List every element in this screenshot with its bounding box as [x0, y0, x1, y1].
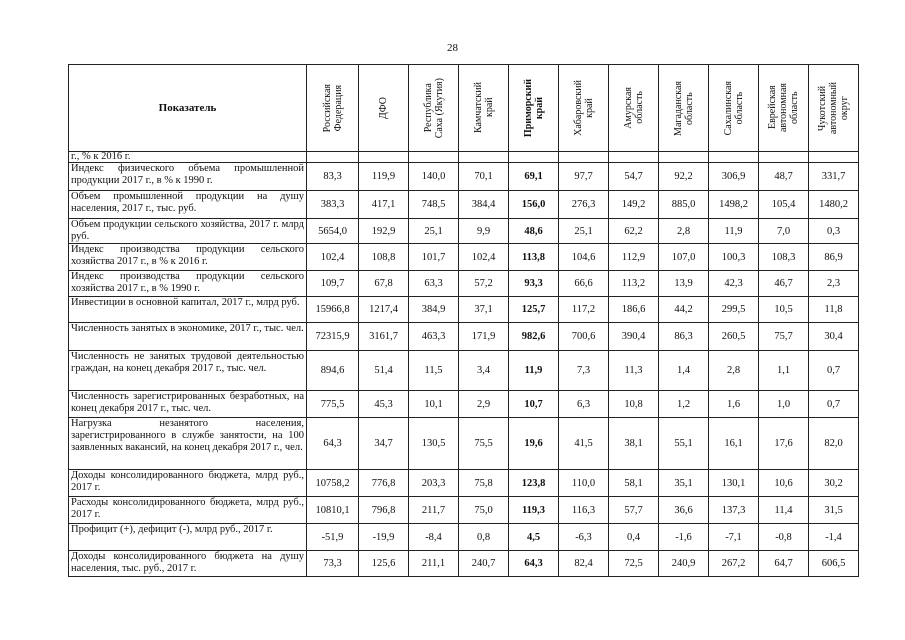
- table-cell: 116,3: [559, 497, 609, 524]
- table-cell: 1,2: [659, 391, 709, 418]
- table-cell: 299,5: [709, 297, 759, 323]
- table-cell: [459, 152, 509, 163]
- table-cell: 46,7: [759, 271, 809, 297]
- table-cell: 16,1: [709, 418, 759, 470]
- table-cell: 125,6: [359, 551, 409, 577]
- table-cell: 885,0: [659, 191, 709, 219]
- table-cell: 137,3: [709, 497, 759, 524]
- table-cell: 11,9: [509, 351, 559, 391]
- table-row: [69, 271, 859, 297]
- row-label: Индекс производства продукции сельского хозяйства 2017 г., в % к 2016 г.: [69, 244, 307, 271]
- table-cell: -8,4: [409, 524, 459, 551]
- row-label: Численность не занятых трудовой деятельностью граждан, на конец декабря 2017 г., тыс. чел.: [69, 351, 307, 391]
- table-cell: 10,7: [509, 391, 559, 418]
- table-cell: 25,1: [409, 219, 459, 244]
- indicators-table: [68, 64, 859, 577]
- table-cell: 240,9: [659, 551, 709, 577]
- table-cell: 123,8: [509, 470, 559, 497]
- table-cell: 0,8: [459, 524, 509, 551]
- row-label: Численность занятых в экономике, 2017 г., тыс. чел.: [69, 323, 307, 351]
- table-cell: 894,6: [307, 351, 359, 391]
- table-cell: 62,2: [609, 219, 659, 244]
- table-row: [69, 191, 859, 219]
- region-name: Сахалинская область: [722, 80, 745, 136]
- table-cell: 64,3: [509, 551, 559, 577]
- table-cell: 186,6: [609, 297, 659, 323]
- table-cell: 75,8: [459, 470, 509, 497]
- row-label: Объем промышленной продукции на душу населения, 2017 г., тыс. руб.: [69, 191, 307, 219]
- table-cell: [809, 152, 859, 163]
- table-cell: [609, 152, 659, 163]
- table-cell: 45,3: [359, 391, 409, 418]
- table-cell: 31,5: [809, 497, 859, 524]
- table-cell: 2,8: [659, 219, 709, 244]
- table-cell: 34,7: [359, 418, 409, 470]
- table-cell: 48,6: [509, 219, 559, 244]
- region-name: Хабаровский край: [572, 80, 595, 136]
- table-cell: 73,3: [307, 551, 359, 577]
- page-number: 28: [447, 42, 458, 54]
- table-cell: 982,6: [509, 323, 559, 351]
- table-cell: -51,9: [307, 524, 359, 551]
- table-cell: 108,3: [759, 244, 809, 271]
- continuation-row: [69, 152, 859, 163]
- table-cell: 58,1: [609, 470, 659, 497]
- region-name: ДФО: [378, 96, 389, 120]
- table-cell: 5654,0: [307, 219, 359, 244]
- table-cell: 3,4: [459, 351, 509, 391]
- table-cell: 11,3: [609, 351, 659, 391]
- table-cell: 796,8: [359, 497, 409, 524]
- table-cell: [307, 152, 359, 163]
- table-cell: 1,6: [709, 391, 759, 418]
- row-label: Расходы консолидированного бюджета, млрд руб., 2017 г.: [69, 497, 307, 524]
- table-cell: 748,5: [409, 191, 459, 219]
- table-cell: 41,5: [559, 418, 609, 470]
- table-cell: 92,2: [659, 163, 709, 191]
- table-cell: 51,4: [359, 351, 409, 391]
- table-cell: 19,6: [509, 418, 559, 470]
- table-cell: 75,0: [459, 497, 509, 524]
- table-cell: 10,1: [409, 391, 459, 418]
- table-cell: 2,8: [709, 351, 759, 391]
- row-label: Численность зарегистрированных безработных, на конец декабря 2017 г., тыс. чел.: [69, 391, 307, 418]
- indicator-column-header: Показатель: [69, 65, 307, 152]
- table-cell: 276,3: [559, 191, 609, 219]
- row-label: Доходы консолидированного бюджета, млрд руб., 2017 г.: [69, 470, 307, 497]
- table-cell: 13,9: [659, 271, 709, 297]
- table-cell: 44,2: [659, 297, 709, 323]
- table-cell: 17,6: [759, 418, 809, 470]
- table-cell: 37,1: [459, 297, 509, 323]
- table-cell: 55,1: [659, 418, 709, 470]
- table-cell: 83,3: [307, 163, 359, 191]
- table-header-row: [69, 65, 859, 152]
- region-name: Республика Саха (Якутия): [422, 77, 445, 139]
- row-label: Объем продукции сельского хозяйства, 2017 г. млрд руб.: [69, 219, 307, 244]
- region-name: Камчатский край: [472, 82, 495, 134]
- table-cell: 1,1: [759, 351, 809, 391]
- region-column-header: [659, 65, 709, 152]
- region-name: Амурская область: [622, 87, 645, 129]
- table-cell: 0,4: [609, 524, 659, 551]
- row-label: Индекс физического объема промышленной продукции 2017 г., в % к 1990 г.: [69, 163, 307, 191]
- region-name: Приморский край: [522, 78, 545, 138]
- table-cell: 6,3: [559, 391, 609, 418]
- table-cell: 130,1: [709, 470, 759, 497]
- table-cell: 102,4: [307, 244, 359, 271]
- table-cell: 463,3: [409, 323, 459, 351]
- table-cell: 30,2: [809, 470, 859, 497]
- table-cell: 2,3: [809, 271, 859, 297]
- table-cell: 10,5: [759, 297, 809, 323]
- table-cell: 15966,8: [307, 297, 359, 323]
- table-cell: 67,8: [359, 271, 409, 297]
- table-row: [69, 219, 859, 244]
- table-cell: 7,3: [559, 351, 609, 391]
- table-cell: 390,4: [609, 323, 659, 351]
- table-cell: 1217,4: [359, 297, 409, 323]
- table-cell: 0,7: [809, 351, 859, 391]
- table-row: [69, 497, 859, 524]
- table-cell: 119,9: [359, 163, 409, 191]
- region-name: Еврейская автономная область: [767, 83, 800, 133]
- table-cell: 11,8: [809, 297, 859, 323]
- table-cell: 267,2: [709, 551, 759, 577]
- table-cell: 70,1: [459, 163, 509, 191]
- table-cell: 10,8: [609, 391, 659, 418]
- region-column-header: [409, 65, 459, 152]
- table-cell: 775,5: [307, 391, 359, 418]
- table-cell: 10810,1: [307, 497, 359, 524]
- table-cell: 38,1: [609, 418, 659, 470]
- table-cell: 82,4: [559, 551, 609, 577]
- row-label: Доходы консолидированного бюджета на душу населения, тыс. руб., 2017 г.: [69, 551, 307, 577]
- table-cell: 306,9: [709, 163, 759, 191]
- region-column-header: [307, 65, 359, 152]
- region-column-header: [809, 65, 859, 152]
- table-cell: 54,7: [609, 163, 659, 191]
- table-cell: 108,8: [359, 244, 409, 271]
- table-cell: 192,9: [359, 219, 409, 244]
- row-label: Индекс производства продукции сельского хозяйства 2017 г., в % 1990 г.: [69, 271, 307, 297]
- region-column-header: [759, 65, 809, 152]
- table-cell: 606,5: [809, 551, 859, 577]
- table-cell: 105,4: [759, 191, 809, 219]
- table-cell: 35,1: [659, 470, 709, 497]
- row-label: Профицит (+), дефицит (-), млрд руб., 2017 г.: [69, 524, 307, 551]
- table-cell: 86,3: [659, 323, 709, 351]
- table-cell: 75,5: [459, 418, 509, 470]
- region-column-header: [359, 65, 409, 152]
- table-cell: 156,0: [509, 191, 559, 219]
- region-column-header: [609, 65, 659, 152]
- table-row: [69, 297, 859, 323]
- table-cell: 140,0: [409, 163, 459, 191]
- table-cell: -6,3: [559, 524, 609, 551]
- row-label: Нагрузка незанятого населения, зарегистрированного в службе занятости, на 100 заявленных вакансий, на конец декабря 2017 г., чел.: [69, 418, 307, 470]
- table-row: [69, 418, 859, 470]
- continuation-label: г., % к 2016 г.: [69, 152, 307, 163]
- table-cell: 57,2: [459, 271, 509, 297]
- table-cell: 11,4: [759, 497, 809, 524]
- region-name: Российская Федерация: [321, 83, 344, 133]
- table-cell: 125,7: [509, 297, 559, 323]
- table-cell: 2,9: [459, 391, 509, 418]
- table-cell: 3161,7: [359, 323, 409, 351]
- table-cell: -19,9: [359, 524, 409, 551]
- table-row: [69, 391, 859, 418]
- table-cell: 1,0: [759, 391, 809, 418]
- table-cell: 110,0: [559, 470, 609, 497]
- table-body: [69, 152, 859, 577]
- table-cell: 36,6: [659, 497, 709, 524]
- table-cell: [659, 152, 709, 163]
- table-cell: 7,0: [759, 219, 809, 244]
- table-cell: 1480,2: [809, 191, 859, 219]
- region-name: Магаданская область: [672, 80, 695, 136]
- table-cell: -0,8: [759, 524, 809, 551]
- region-column-header: [559, 65, 609, 152]
- table-cell: 72,5: [609, 551, 659, 577]
- table-cell: 171,9: [459, 323, 509, 351]
- table-cell: 211,7: [409, 497, 459, 524]
- region-column-header: [459, 65, 509, 152]
- table-cell: -7,1: [709, 524, 759, 551]
- table-cell: 113,8: [509, 244, 559, 271]
- table-cell: 117,2: [559, 297, 609, 323]
- table-cell: 72315,9: [307, 323, 359, 351]
- table-row: [69, 323, 859, 351]
- table-cell: 0,3: [809, 219, 859, 244]
- table-cell: [359, 152, 409, 163]
- table-cell: 109,7: [307, 271, 359, 297]
- table-cell: [509, 152, 559, 163]
- table-cell: 82,0: [809, 418, 859, 470]
- table-cell: 69,1: [509, 163, 559, 191]
- table-cell: 203,3: [409, 470, 459, 497]
- table-cell: 86,9: [809, 244, 859, 271]
- table-cell: 25,1: [559, 219, 609, 244]
- table-cell: 700,6: [559, 323, 609, 351]
- table-cell: 30,4: [809, 323, 859, 351]
- table-cell: 260,5: [709, 323, 759, 351]
- table-cell: 102,4: [459, 244, 509, 271]
- table-cell: [559, 152, 609, 163]
- table-cell: 57,7: [609, 497, 659, 524]
- table-cell: 331,7: [809, 163, 859, 191]
- table-cell: 93,3: [509, 271, 559, 297]
- table-row: [69, 470, 859, 497]
- row-label: Инвестиции в основной капитал, 2017 г., млрд руб.: [69, 297, 307, 323]
- table-row: [69, 351, 859, 391]
- table-cell: 130,5: [409, 418, 459, 470]
- region-name: Чукотский автономный округ: [817, 81, 850, 135]
- table-cell: 1,4: [659, 351, 709, 391]
- table-cell: 112,9: [609, 244, 659, 271]
- table-cell: [409, 152, 459, 163]
- table-cell: 9,9: [459, 219, 509, 244]
- table-cell: [759, 152, 809, 163]
- table-cell: -1,6: [659, 524, 709, 551]
- table-cell: 75,7: [759, 323, 809, 351]
- table-cell: 417,1: [359, 191, 409, 219]
- table-row: [69, 244, 859, 271]
- table-cell: 48,7: [759, 163, 809, 191]
- table-row: [69, 524, 859, 551]
- table-cell: 63,3: [409, 271, 459, 297]
- table-cell: 66,6: [559, 271, 609, 297]
- table-cell: 100,3: [709, 244, 759, 271]
- region-column-header: [709, 65, 759, 152]
- table-cell: 10,6: [759, 470, 809, 497]
- table-cell: 113,2: [609, 271, 659, 297]
- table-cell: 104,6: [559, 244, 609, 271]
- table-cell: 384,9: [409, 297, 459, 323]
- table-row: [69, 163, 859, 191]
- table-cell: 240,7: [459, 551, 509, 577]
- table-cell: 149,2: [609, 191, 659, 219]
- table-cell: 383,3: [307, 191, 359, 219]
- table-cell: 211,1: [409, 551, 459, 577]
- table-cell: 11,9: [709, 219, 759, 244]
- table-cell: 107,0: [659, 244, 709, 271]
- table-cell: 119,3: [509, 497, 559, 524]
- table-cell: 11,5: [409, 351, 459, 391]
- table-cell: -1,4: [809, 524, 859, 551]
- table-cell: 384,4: [459, 191, 509, 219]
- table-cell: 1498,2: [709, 191, 759, 219]
- table-cell: 0,7: [809, 391, 859, 418]
- table-row: [69, 551, 859, 577]
- table-cell: 64,7: [759, 551, 809, 577]
- table-cell: 4,5: [509, 524, 559, 551]
- table-cell: 101,7: [409, 244, 459, 271]
- table-cell: 64,3: [307, 418, 359, 470]
- table-cell: 776,8: [359, 470, 409, 497]
- table-cell: 42,3: [709, 271, 759, 297]
- table-cell: 10758,2: [307, 470, 359, 497]
- table-cell: 97,7: [559, 163, 609, 191]
- table-cell: [709, 152, 759, 163]
- region-column-header: [509, 65, 559, 152]
